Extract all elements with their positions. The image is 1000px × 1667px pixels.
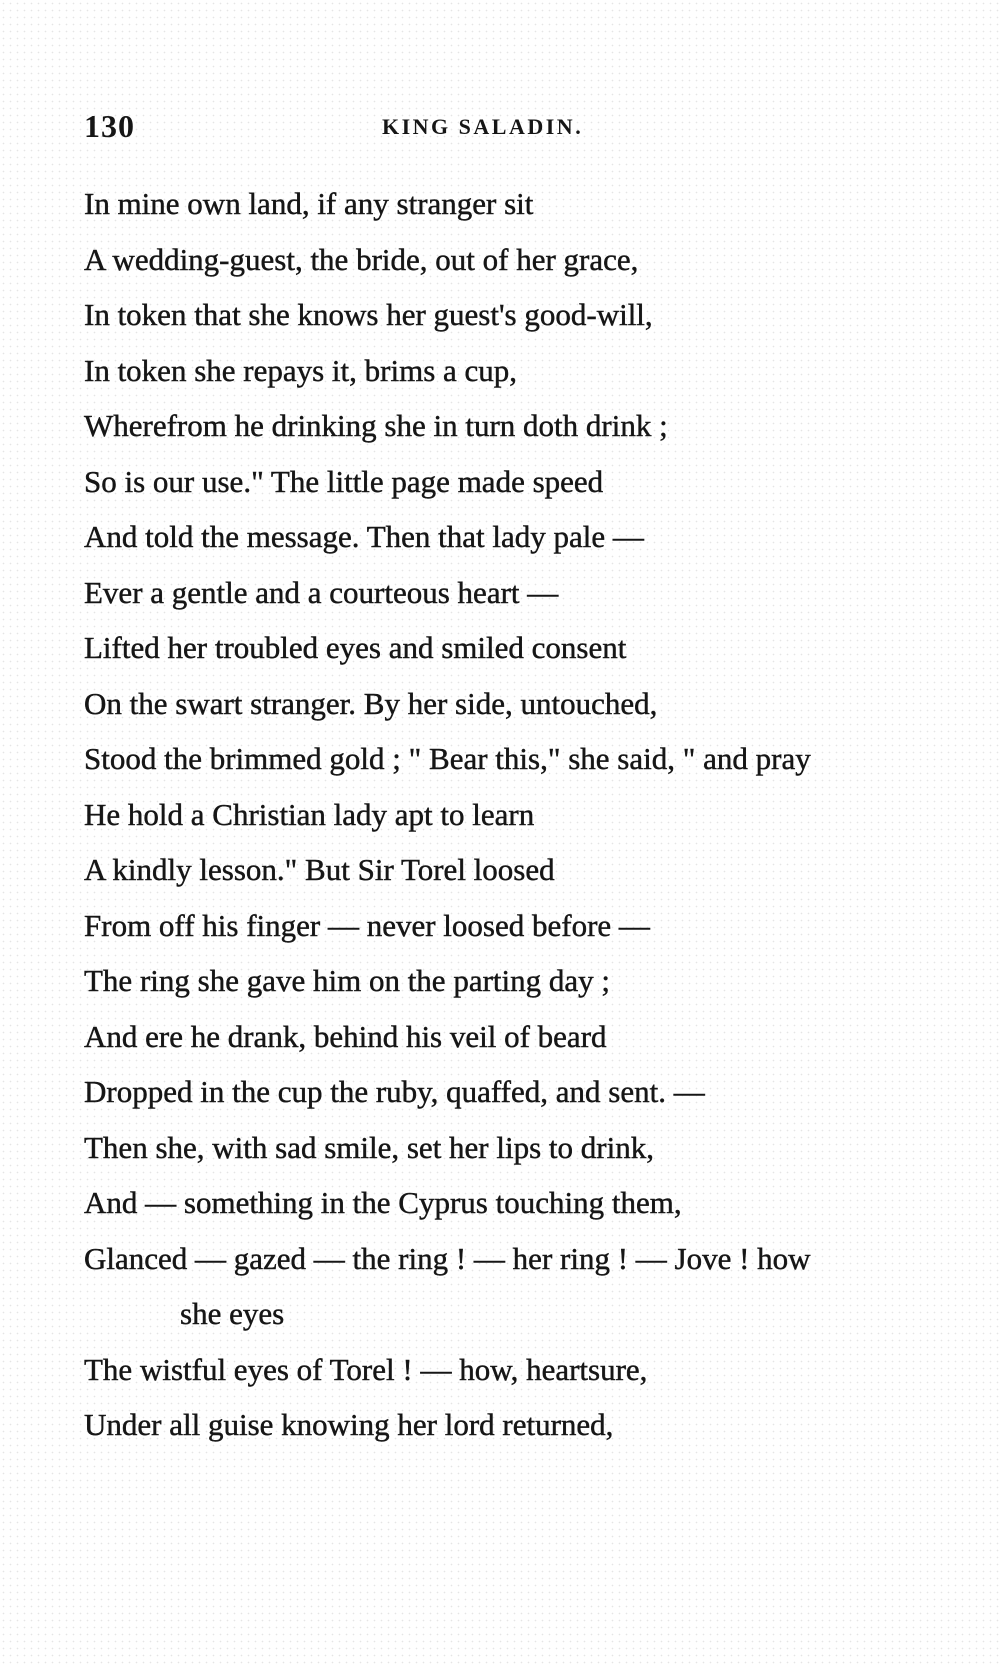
poem-line: And ere he drank, behind his veil of beard	[84, 1018, 607, 1054]
poem-line: Ever a gentle and a courteous heart —	[84, 574, 559, 610]
poem-text	[84, 176, 944, 1453]
poem-line: And — something in the Cyprus touching them,	[84, 1185, 682, 1220]
page-header	[84, 108, 904, 148]
poem-line: In token she repays it, brims a cup,	[84, 352, 518, 388]
poem-line: The ring she gave him on the parting day ;	[84, 963, 611, 998]
poem-line: The wistful eyes of Torel ! — how, heartsure,	[84, 1351, 648, 1387]
poem-line: From off his finger — never loosed before —	[84, 907, 650, 943]
page-number: 130	[84, 108, 135, 144]
poem-line: In token that she knows her guest's good-will,	[84, 297, 653, 332]
poem-line: Dropped in the cup the ruby, quaffed, and sent. —	[84, 1074, 705, 1109]
poem-line: And told the message. Then that lady pale —	[84, 519, 644, 554]
running-head: KING SALADIN.	[382, 114, 584, 139]
poem-line: Under all guise knowing her lord returned,	[84, 1407, 614, 1442]
poem-line: In mine own land, if any stranger sit	[84, 186, 534, 221]
poem-line: So is our use." The little page made speed	[84, 463, 604, 499]
poem-line: Stood the brimmed gold ; " Bear this," she said, " and pray	[84, 741, 811, 776]
poem-line: Then she, with sad smile, set her lips to drink,	[84, 1129, 654, 1165]
poem-line-continuation: she eyes	[180, 1296, 285, 1331]
poem-line: On the swart stranger. By her side, untouched,	[84, 685, 658, 721]
poem-line: A kindly lesson." But Sir Torel loosed	[84, 852, 555, 887]
poem-line: Glanced — gazed — the ring ! — her ring ! — Jove ! how	[84, 1240, 811, 1276]
poem-line: A wedding-guest, the bride, out of her grace,	[84, 241, 639, 277]
poem-line: He hold a Christian lady apt to learn	[84, 796, 535, 832]
poem-line: Wherefrom he drinking she in turn doth drink ;	[84, 408, 668, 443]
poem-line: Lifted her troubled eyes and smiled consent	[84, 630, 627, 665]
